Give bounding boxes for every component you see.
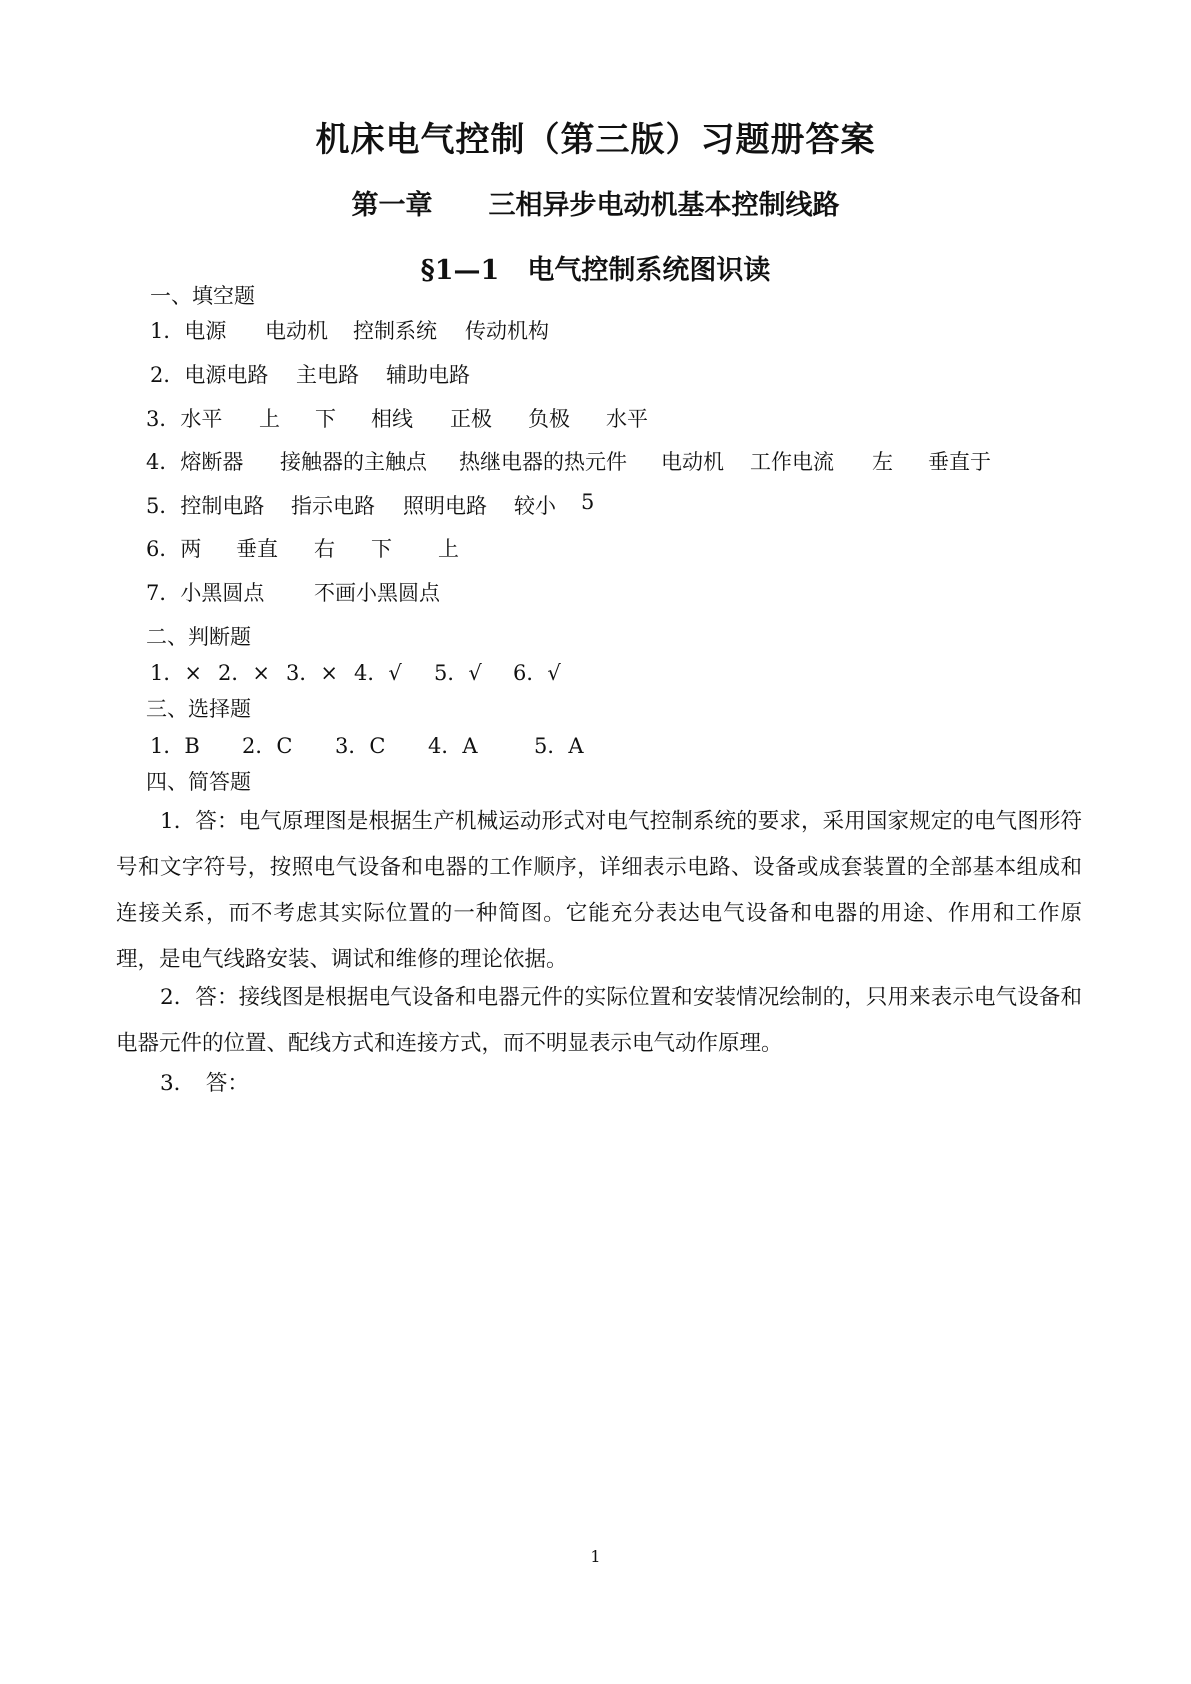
answer-item: 4．√ [354, 661, 402, 685]
fill-blank-heading: 一、填空题 [150, 284, 255, 308]
answer-item: 1．B [150, 734, 200, 758]
answer-item: 5．√ [434, 661, 482, 685]
answer-item: 工作电流 [750, 450, 834, 474]
answer-item: 上 [259, 407, 280, 431]
answer-item: 热继电器的热元件 [459, 450, 627, 474]
answer-item: 下 [315, 407, 336, 431]
answer-item: 6．√ [513, 661, 561, 685]
answer-item: 垂直于 [928, 450, 991, 474]
answer-item: 3．× [286, 661, 338, 685]
chapter-number: 第一章 [351, 190, 433, 221]
answer-item: 电动机 [661, 450, 724, 474]
short-answer-2: 2．答：接线图是根据电气设备和电器元件的实际位置和安装情况绘制的，只用来表示电气设备和电器元件的位置、配线方式和连接方式，而不明显表示电气动作原理。 [116, 985, 1082, 1056]
answer-item: 6．两 [146, 537, 202, 561]
answer-item: 右 [314, 537, 335, 561]
answer-item: 电动机 [265, 319, 328, 343]
answer-item: 7．小黑圆点 [146, 581, 265, 605]
answer-item: 主电路 [296, 363, 359, 387]
answer-item: 5．A [534, 734, 584, 758]
true-false-heading: 二、判断题 [146, 625, 251, 649]
answer-item: 3．水平 [146, 407, 223, 431]
answer-item: 水平 [606, 407, 648, 431]
answer-item: 4．熔断器 [146, 450, 244, 474]
answer-item: 接触器的主触点 [280, 450, 427, 474]
section-name: 电气控制系统图识读 [527, 255, 771, 286]
answer-item: 正极 [450, 407, 492, 431]
answer-item: 垂直 [236, 537, 278, 561]
answer-item: 控制系统 [353, 319, 437, 343]
answer-item: 相线 [371, 407, 413, 431]
answer-item: 4．A [428, 734, 478, 758]
section-number: §1—1 [420, 255, 500, 286]
answer-item: 指示电路 [291, 494, 375, 518]
short-answer-3: 3． 答： [160, 1071, 249, 1096]
answer-item: 1．电源 [150, 319, 227, 343]
answer-item: 5 [581, 490, 595, 514]
chapter-title [0, 183, 1191, 222]
answer-item: 下 [371, 537, 392, 561]
answer-item: 3．C [335, 734, 386, 758]
answer-item: 1．× [150, 661, 202, 685]
answer-item: 负极 [528, 407, 570, 431]
answer-item: 照明电路 [403, 494, 487, 518]
page-number: 1 [590, 1547, 601, 1566]
answer-item: 2．C [242, 734, 293, 758]
answer-item: 较小 [514, 494, 556, 518]
short-answer-1: 1．答：电气原理图是根据生产机械运动形式对电气控制系统的要求，采用国家规定的电气图形符号和文字符号，按照电气设备和电器的工作顺序，详细表示电路、设备或成套装置的全部基本组成和连接关系，而不考虑其实际位置的一种简图。它能充分表达电气设备和电器的用途、作用和工作原理，是电气线路安装、调试和维修的理论依据。 [116, 809, 1082, 972]
answer-item: 2．× [218, 661, 270, 685]
answer-item: 左 [872, 450, 893, 474]
answer-item: 5．控制电路 [146, 494, 265, 518]
choice-heading: 三、选择题 [146, 697, 251, 721]
short-answer-heading: 四、简答题 [146, 770, 251, 794]
answer-item: 辅助电路 [386, 363, 470, 387]
chapter-name: 三相异步电动机基本控制线路 [488, 190, 840, 221]
document-title: 机床电气控制（第三版）习题册答案 [315, 120, 876, 160]
answer-item: 2．电源电路 [150, 363, 269, 387]
answer-item: 传动机构 [465, 319, 549, 343]
answer-item: 不画小黑圆点 [314, 581, 440, 605]
answer-item: 上 [438, 537, 459, 561]
